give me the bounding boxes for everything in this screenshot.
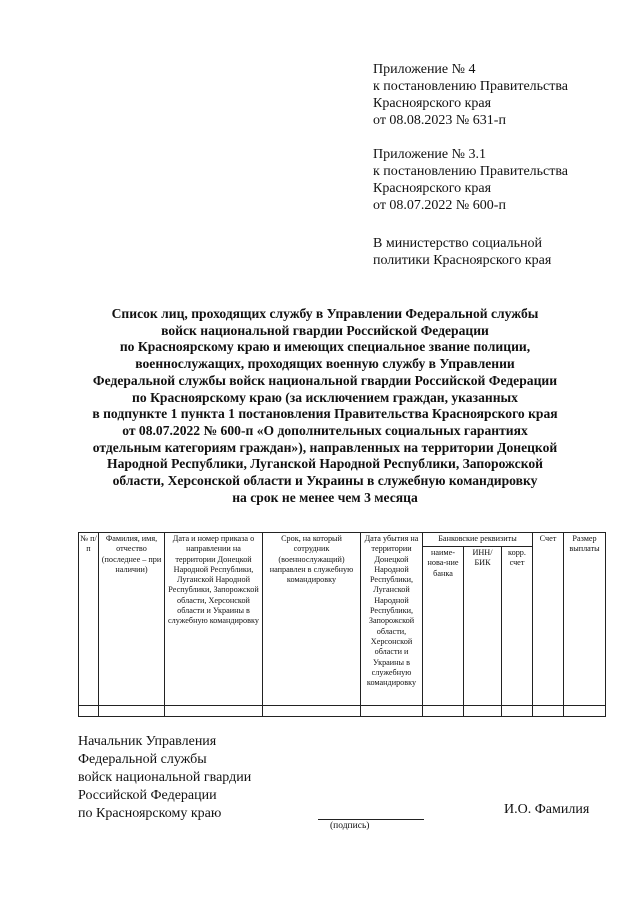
header-account: Счет: [533, 533, 564, 706]
annex-line: от 08.08.2023 № 631-п: [373, 113, 506, 128]
recipient-line: В министерство социальной: [373, 236, 542, 251]
signature-line: [318, 819, 424, 820]
table-cell: [564, 706, 606, 717]
table-cell: [423, 706, 464, 717]
annex-3-1-header: [373, 146, 568, 214]
title-line: Список лиц, проходящих службу в Управлении Федеральной службы: [111, 306, 539, 321]
header-inn-bik: ИНН/ БИК: [464, 547, 502, 706]
header-bank-details: Банковские реквизиты: [423, 533, 533, 547]
title-line: Федеральной службы войск национальной гвардии Российской Федерации: [92, 372, 558, 388]
signature-title-line: Российской Федерации: [78, 788, 217, 803]
annex-line: Приложение № 3.1: [373, 147, 486, 162]
title-line: в подпункте 1 пункта 1 постановления Правительства Красноярского края: [92, 406, 558, 422]
header-number: № п/п: [79, 533, 99, 706]
table-cell: [79, 706, 99, 717]
header-term: Срок, на который сотрудник (военнослужащий) направлен в служебную командировку: [263, 533, 361, 706]
table-cell: [99, 706, 165, 717]
table-cell: [502, 706, 533, 717]
signature-caption: (подпись): [330, 821, 370, 831]
annex-line: от 08.07.2022 № 600-п: [373, 198, 506, 213]
personnel-table: [78, 532, 606, 717]
title-line: по Красноярскому краю и имеющих специальное звание полиции,: [119, 339, 531, 355]
title-line: области, Херсонской области и Украины в служебную командировку: [112, 473, 538, 489]
title-line: по Красноярскому краю (за исключением граждан, указанных: [132, 389, 518, 405]
annex-line: к постановлению Правительства: [373, 79, 569, 94]
recipient-line: политики Красноярского края: [373, 253, 552, 268]
header-order-date: Дата и номер приказа о направлении на территории Донецкой Народной Республики, Луганской Народной Республики, Запорожской области, Херсонской области и Украины в служебную командировку: [165, 533, 263, 706]
signatory-name: И.О. Фамилия: [504, 802, 590, 817]
header-departure-date: Дата убытия на территории Донецкой Народной Республики, Луганской Народной Республики, Запорожской области, Херсонской области и Украины в служебную командировку: [361, 533, 423, 706]
signature-title-line: Федеральной службы: [78, 752, 207, 767]
annex-4-header: [373, 61, 568, 129]
title-line: войск национальной гвардии Российской Федерации: [161, 322, 489, 338]
table-row: [79, 706, 606, 717]
title-line: от 08.07.2022 № 600-п «О дополнительных социальных гарантиях: [122, 422, 528, 438]
table-cell: [165, 706, 263, 717]
header-bank-name: наиме-нова-ние банка: [423, 547, 464, 706]
title-line: военнослужащих, проходящих военную службу в Управлении: [135, 356, 515, 372]
document-title: [50, 306, 600, 506]
signature-block: [78, 733, 251, 823]
table-cell: [361, 706, 423, 717]
table-cell: [533, 706, 564, 717]
header-corr-account: корр. счет: [502, 547, 533, 706]
signature-title-line: Начальник Управления: [78, 734, 217, 749]
recipient-block: [373, 235, 551, 269]
table-cell: [263, 706, 361, 717]
table-cell: [464, 706, 502, 717]
header-payment-amount: Размер выплаты: [564, 533, 606, 706]
title-line: отдельным категориям граждан»), направленных на территории Донецкой: [92, 439, 558, 455]
annex-line: Приложение № 4: [373, 62, 476, 77]
annex-line: Красноярского края: [373, 96, 492, 111]
signature-title-line: по Красноярскому краю: [78, 806, 222, 821]
title-line: Народной Республики, Луганской Народной Республики, Запорожской: [107, 456, 543, 472]
signature-title-line: войск национальной гвардии: [78, 770, 252, 785]
annex-line: к постановлению Правительства: [373, 164, 569, 179]
header-full-name: Фамилия, имя, отчество (последнее – при наличии): [99, 533, 165, 706]
annex-line: Красноярского края: [373, 181, 492, 196]
title-line: на срок не менее чем 3 месяца: [232, 489, 418, 505]
